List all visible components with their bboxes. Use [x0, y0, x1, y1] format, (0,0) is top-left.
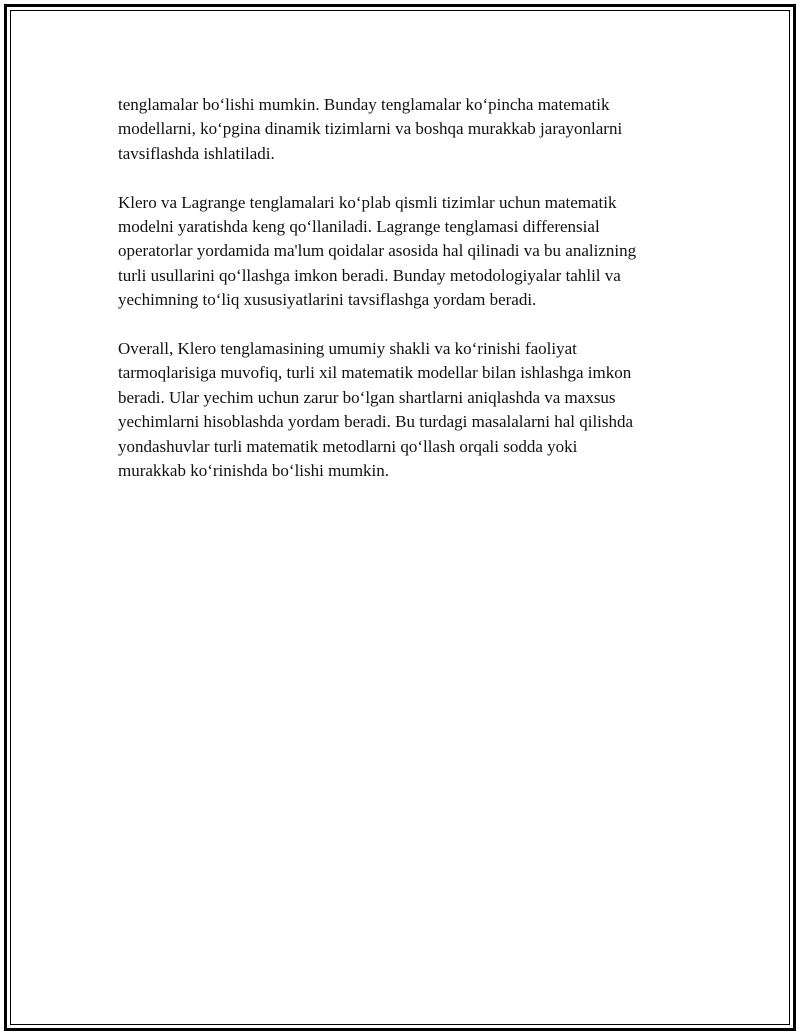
text-line: tarmoqlarisiga muvofiq, turli xil matematik modellar bilan ishlashga imkon: [118, 363, 632, 383]
text-line: yondashuvlar turli matematik metodlarni qo‘llash orqali sodda yoki: [118, 436, 578, 456]
text-line: yechimning to‘liq xususiyatlarini tavsiflashga yordam beradi.: [118, 290, 537, 310]
text-line: Overall, Klero tenglamasining umumiy shakli va ko‘rinishi faoliyat: [118, 339, 577, 359]
text-line: tavsiflashda ishlatiladi.: [118, 143, 275, 163]
document-body: [118, 93, 693, 508]
text-line: turli usullarini qo‘llashga imkon beradi. Bunday metodologiyalar tahlil va: [118, 265, 621, 285]
text-line: operatorlar yordamida ma'lum qoidalar asosida hal qilinadi va bu analizning: [118, 241, 637, 261]
text-line: murakkab ko‘rinishda bo‘lishi mumkin.: [118, 461, 390, 481]
text-line: modelni yaratishda keng qo‘llaniladi. Lagrange tenglamasi differensial: [118, 217, 600, 237]
paragraph: [118, 337, 693, 483]
text-line: beradi. Ular yechim uchun zarur bo‘lgan shartlarni aniqlashda va maxsus: [118, 387, 616, 407]
text-line: yechimlarni hisoblashda yordam beradi. Bu turdagi masalalarni hal qilishda: [118, 412, 634, 432]
text-line: tenglamalar bo‘lishi mumkin. Bunday tenglamalar ko‘pincha matematik: [118, 95, 610, 114]
paragraph: [118, 93, 693, 166]
text-line: Klero va Lagrange tenglamalari ko‘plab qismli tizimlar uchun matematik: [118, 192, 617, 212]
text-line: modellarni, ko‘pgina dinamik tizimlarni va boshqa murakkab jarayonlarni: [118, 119, 623, 139]
paragraph: [118, 191, 693, 313]
